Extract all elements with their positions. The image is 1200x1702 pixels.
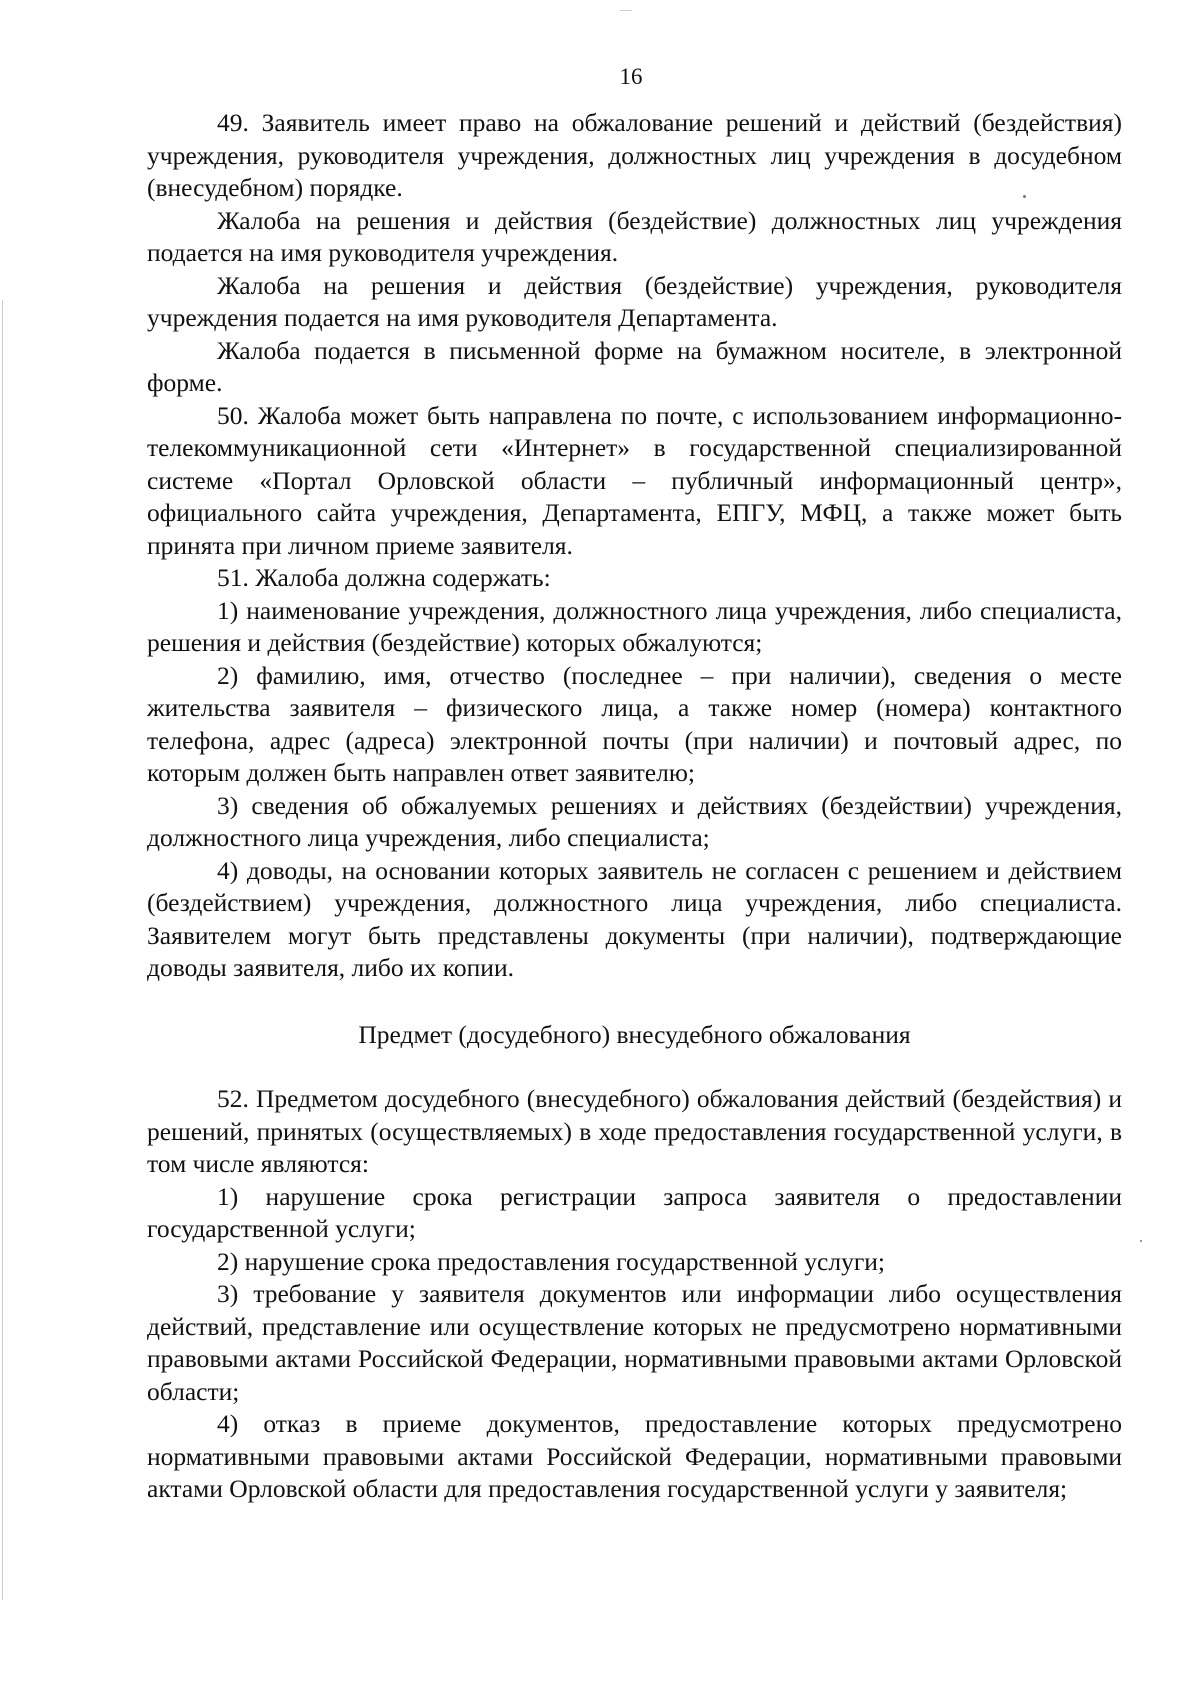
paragraph-51-item-4: 4) доводы, на основании которых заявитель не согласен с решением и действием (бездействием) учреждения, должностного лица учреждения, либо специалиста. Заявителем могут быть представлены документы (при наличии), подтверждающие доводы заявителя, либо их копии. xyxy=(147,855,1122,982)
paragraph-49: 49. Заявитель имеет право на обжалование решений и действий (бездействия) учреждения, руководителя учреждения, должностных лиц учреждения в досудебном (внесудебном) порядке. xyxy=(147,108,1122,202)
paragraph-51-item-1: 1) наименование учреждения, должностного лица учреждения, либо специалиста, решения и действия (бездействие) которых обжалуются; xyxy=(147,595,1122,657)
paragraph-51-item-2: 2) фамилию, имя, отчество (последнее – при наличии), сведения о месте жительства заявителя – физического лица, а также номер (номера) контактного телефона, адрес (адреса) электронной почты (при наличии) и почтовый адрес, по которым должен быть направлен ответ заявителю; xyxy=(147,660,1122,787)
document-body xyxy=(147,107,1122,1506)
paragraph-51: 51. Жалоба должна содержать: xyxy=(217,563,551,592)
paragraph-52-item-4: 4) отказ в приеме документов, предоставление которых предусмотрено нормативными правовыми актами Российской Федерации, нормативными правовыми актами Орловской области для предоставления государственной услуги у заявителя; xyxy=(147,1409,1122,1503)
paragraph-51-item-3: 3) сведения об обжалуемых решениях и действиях (бездействии) учреждения, должностного лица учреждения, либо специалиста; xyxy=(147,790,1122,852)
page-number: 16 xyxy=(619,64,643,89)
paragraph-52-item-1: 1) нарушение срока регистрации запроса заявителя о предоставлении государственной услуги; xyxy=(147,1181,1122,1243)
section-heading: Предмет (досудебного) внесудебного обжалования xyxy=(358,1019,911,1049)
scan-artifact-left-edge xyxy=(2,300,3,1600)
paragraph-52-item-3: 3) требование у заявителя документов или информации либо осуществления действий, представление или осуществление которых не предусмотрено нормативными правовыми актами Российской Федерации, нормативными правовыми актами Орловской области; xyxy=(147,1279,1122,1406)
paragraph-complaint-institution: Жалоба на решения и действия (бездействие) учреждения, руководителя учреждения подается на имя руководителя Департамента. xyxy=(147,270,1122,332)
scan-artifact-dot xyxy=(1140,1240,1142,1242)
paragraph-complaint-form: Жалоба подается в письменной форме на бумажном носителе, в электронной форме. xyxy=(147,335,1122,397)
scan-artifact-top xyxy=(620,10,632,11)
paragraph-52: 52. Предметом досудебного (внесудебного) обжалования действий (бездействия) и решений, принятых (осуществляемых) в ходе предоставления государственной услуги, в том числе являются: xyxy=(147,1084,1122,1178)
paragraph-52-item-2: 2) нарушение срока предоставления государственной услуги; xyxy=(217,1246,886,1276)
paragraph-complaint-officials: Жалоба на решения и действия (бездействие) должностных лиц учреждения подается на имя руководителя учреждения. xyxy=(147,205,1122,267)
paragraph-50: 50. Жалоба может быть направлена по почте, с использованием информационно-телекоммуникационной сети «Интернет» в государственной специализированной системе «Портал Орловской области – публичный информационный центр», официального сайта учреждения, Департамента, ЕПГУ, МФЦ, а также может быть принята при личном приеме заявителя. xyxy=(147,400,1122,560)
